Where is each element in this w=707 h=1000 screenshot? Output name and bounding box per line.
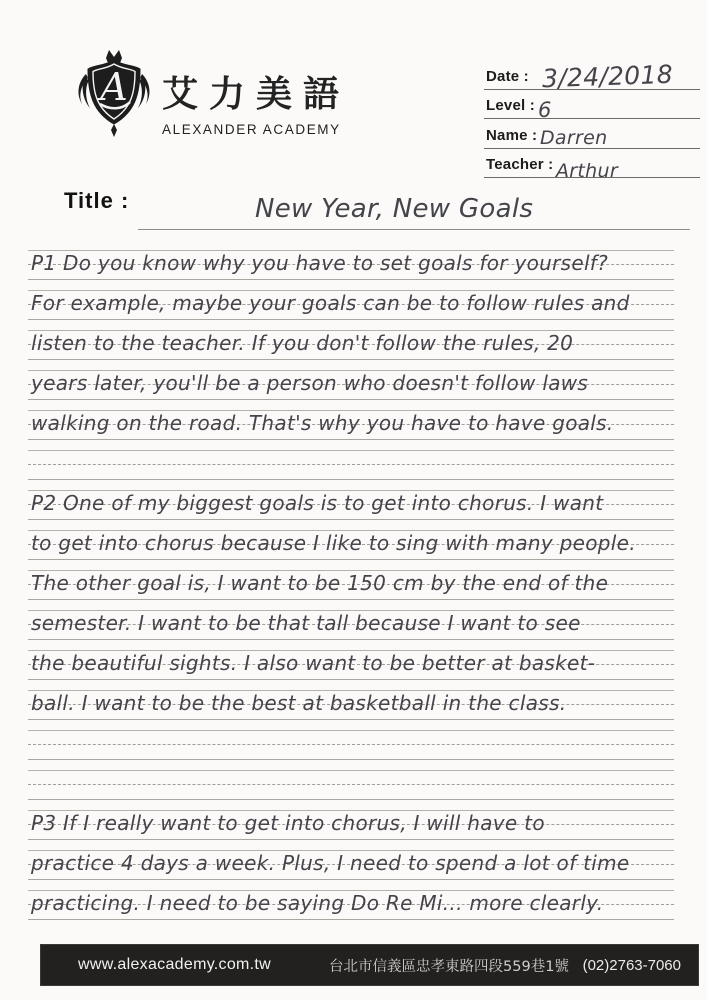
essay-line: practicing. I need to be saying Do Re Mi... more clearly.: [31, 891, 604, 915]
essay-row: [28, 570, 674, 610]
title-underline: [138, 229, 690, 230]
level-label: Level :: [486, 97, 535, 114]
footer-website: www.alexacademy.com.tw: [78, 956, 272, 973]
essay-row: [28, 810, 674, 850]
essay-row: [28, 370, 674, 410]
essay-row: [28, 490, 674, 530]
title-label: Title :: [64, 188, 130, 213]
essay-row: [28, 410, 674, 450]
ruled-line: [28, 770, 674, 800]
essay-line: walking on the road. That's why you have to have goals.: [31, 411, 614, 435]
essay-row-blank: [28, 450, 674, 490]
teacher-label: Teacher :: [486, 156, 554, 173]
essay-row: [28, 890, 674, 930]
brand-block: [162, 66, 350, 137]
essay-title-handwritten: New Year, New Goals: [255, 194, 534, 224]
essay-body: [28, 250, 674, 930]
ruled-line: [28, 450, 674, 480]
essay-row: [28, 250, 674, 290]
ruled-line: [28, 730, 674, 760]
name-value-handwritten: Darren: [540, 126, 608, 149]
essay-row: [28, 530, 674, 570]
field-row-teacher: [484, 149, 700, 182]
essay-line: The other goal is, I want to be 150 cm by the end of the: [31, 571, 609, 595]
teacher-value-handwritten: Arthur: [556, 160, 618, 182]
essay-row: [28, 850, 674, 890]
essay-row-blank: [28, 730, 674, 770]
academy-crest-logo: [76, 48, 152, 140]
essay-line: ball. I want to be the best at basketball in the class.: [31, 691, 567, 715]
field-row-date: [484, 59, 700, 93]
essay-row: [28, 610, 674, 650]
footer-bar: [40, 944, 699, 986]
essay-line: P3 If I really want to get into chorus, I will have to: [31, 811, 545, 835]
essay-row-blank: [28, 770, 674, 810]
essay-line: P2 One of my biggest goals is to get into chorus. I want: [31, 491, 604, 515]
essay-row: [28, 650, 674, 690]
footer-address: 台北市信義區忠孝東路四段559巷1號: [329, 958, 569, 975]
date-label: Date :: [486, 67, 529, 85]
name-label: Name :: [486, 126, 538, 144]
essay-line: For example, maybe your goals can be to follow rules and: [31, 291, 630, 315]
academy-name-chinese: 艾力美語: [162, 74, 351, 115]
essay-line: practice 4 days a week. Plus, I need to spend a lot of time: [31, 851, 630, 875]
student-info-fields: [484, 59, 700, 182]
field-row-name: [484, 119, 700, 149]
essay-row: [28, 690, 674, 730]
academy-name-english: ALEXANDER ACADEMY: [162, 122, 341, 137]
essay-row: [28, 330, 674, 370]
essay-line: years later, you'll be a person who doesn't follow laws: [31, 371, 589, 395]
essay-line: semester. I want to be that tall because I want to see: [31, 611, 581, 635]
essay-line: listen to the teacher. If you don't follow the rules, 20: [31, 331, 574, 355]
essay-line: the beautiful sights. I also want to be better at basket-: [31, 651, 596, 675]
essay-line: P1 Do you know why you have to set goals for yourself?: [31, 251, 609, 275]
essay-line: to get into chorus because I like to sing with many people.: [31, 531, 636, 555]
essay-row: [28, 290, 674, 330]
footer-phone: (02)2763-7060: [582, 956, 681, 974]
level-value-handwritten: 6: [538, 98, 552, 122]
svg-text:A: A: [100, 65, 128, 109]
date-value-handwritten: 3/24/2018: [541, 59, 674, 93]
field-row-level: [484, 90, 700, 120]
